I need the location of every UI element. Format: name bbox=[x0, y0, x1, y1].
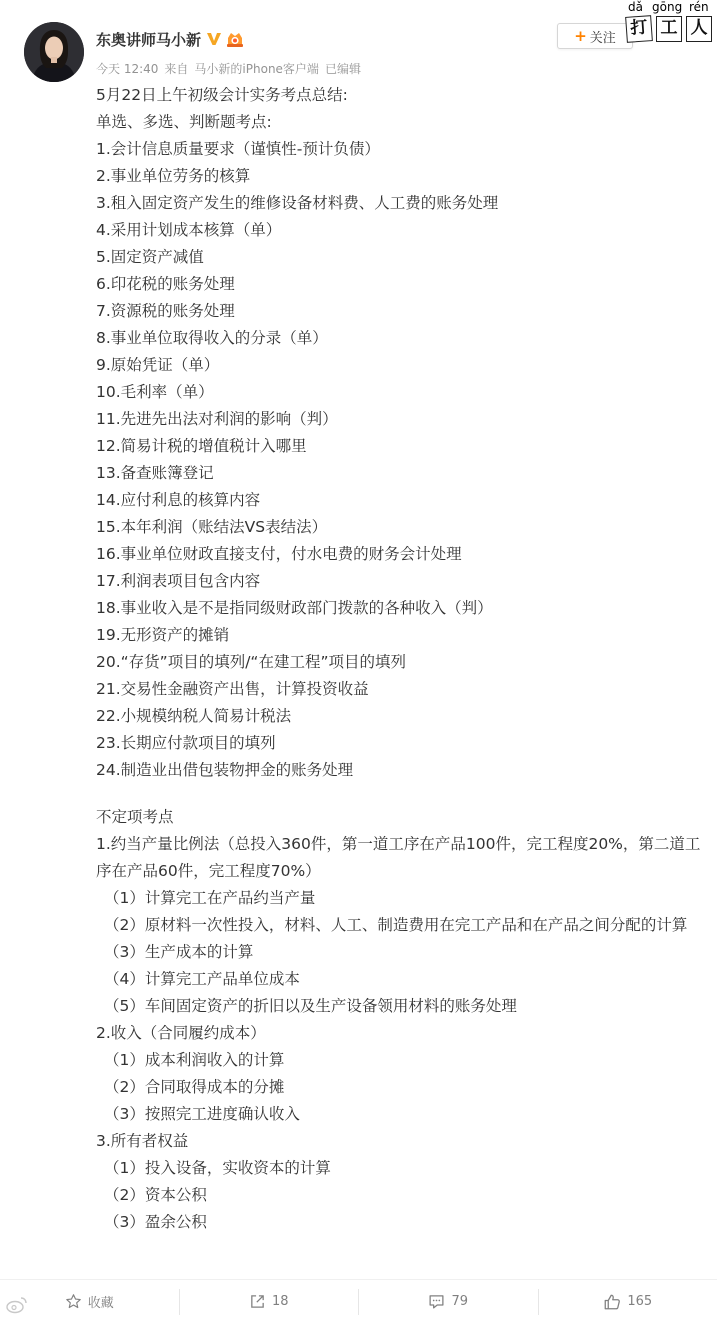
level-icon[interactable] bbox=[225, 30, 245, 48]
list-item: （2）资本公积 bbox=[104, 1186, 207, 1204]
follow-label: 关注 bbox=[589, 30, 616, 46]
verified-icon bbox=[206, 31, 222, 47]
list-item: 20.“存货”项目的填列/“在建工程”项目的填列 bbox=[96, 653, 406, 671]
comment-button[interactable] bbox=[359, 1280, 538, 1323]
list-item: 23.长期应付款项目的填列 bbox=[96, 734, 276, 752]
edited-label[interactable]: 已编辑 bbox=[324, 62, 361, 76]
list-item: （4）计算完工产品单位成本 bbox=[104, 970, 300, 988]
list-item: 16.事业单位财政直接支付，付水电费的财务会计处理 bbox=[96, 545, 462, 563]
list-item: 24.制造业出借包装物押金的账务处理 bbox=[96, 761, 354, 779]
stamp-pinyin-2: gōng bbox=[652, 0, 683, 14]
post-meta bbox=[96, 60, 367, 77]
list-item: （5）车间固定资产的折旧以及生产设备领用材料的账务处理 bbox=[104, 997, 517, 1015]
list-item: 4.采用计划成本核算（单） bbox=[96, 221, 282, 239]
share-icon bbox=[249, 1293, 266, 1310]
like-button[interactable] bbox=[539, 1280, 717, 1323]
post-intro: 5月22日上午初级会计实务考点总结: bbox=[96, 86, 348, 104]
group-title: 1.约当产量比例法（总投入360件，第一道工序在产品100件，完工程度20%，第二道工序在产品60件，完工程度70%） bbox=[96, 835, 701, 880]
repost-count: 18 bbox=[271, 1294, 289, 1309]
list-item: 15.本年利润（账结法VS表结法） bbox=[96, 518, 328, 536]
list-item: 11.先进先出法对利润的影响（判） bbox=[96, 410, 338, 428]
list-item: （1）计算完工在产品约当产量 bbox=[104, 889, 316, 907]
group-title: 3.所有者权益 bbox=[96, 1132, 189, 1150]
author-name[interactable]: 东奥讲师马小新 bbox=[96, 30, 202, 49]
list-item: 6.印花税的账务处理 bbox=[96, 275, 235, 293]
list-item: （2）原材料一次性投入，材料、人工、制造费用在完工产品和在产品之间分配的计算 bbox=[104, 916, 688, 934]
post-time[interactable]: 今天 12:40 bbox=[96, 62, 159, 76]
stamp-pinyin-3: rén bbox=[689, 0, 709, 14]
list-item: （1）成本利润收入的计算 bbox=[104, 1051, 285, 1069]
source-prefix: 来自 bbox=[164, 62, 189, 76]
comment-count: 79 bbox=[451, 1294, 469, 1309]
list-item: 5.固定资产减值 bbox=[96, 248, 204, 266]
group-title: 2.收入（合同履约成本） bbox=[96, 1024, 266, 1042]
list-item: 14.应付利息的核算内容 bbox=[96, 491, 261, 509]
post-source[interactable]: 马小新的iPhone客户端 bbox=[194, 62, 319, 76]
list-item: 22.小规模纳税人简易计税法 bbox=[96, 707, 292, 725]
name-stamp bbox=[622, 0, 717, 44]
list-item: 10.毛利率（单） bbox=[96, 383, 214, 401]
avatar[interactable] bbox=[24, 22, 84, 82]
group3-list bbox=[96, 1155, 702, 1236]
list-item: 3.租入固定资产发生的维修设备材料费、人工费的账务处理 bbox=[96, 194, 499, 212]
list-item: 19.无形资产的摊销 bbox=[96, 626, 230, 644]
list-item: 7.资源税的账务处理 bbox=[96, 302, 235, 320]
list-item: 8.事业单位取得收入的分录（单） bbox=[96, 329, 328, 347]
list-item: （1）投入设备，实收资本的计算 bbox=[104, 1159, 331, 1177]
star-icon bbox=[65, 1293, 82, 1310]
like-count: 165 bbox=[627, 1294, 653, 1309]
stamp-pinyin-1: dǎ bbox=[628, 0, 643, 14]
list-item: 17.利润表项目包含内容 bbox=[96, 572, 261, 590]
post-content bbox=[96, 82, 702, 1236]
stamp-char-2: 工 bbox=[656, 16, 682, 42]
stamp-char-3: 人 bbox=[686, 16, 712, 42]
list-item: （2）合同取得成本的分摊 bbox=[104, 1078, 285, 1096]
group2-list bbox=[96, 1047, 702, 1128]
list-item: 12.简易计税的增值税计入哪里 bbox=[96, 437, 307, 455]
list-item: （3）盈余公积 bbox=[104, 1213, 207, 1231]
thumbs-up-icon bbox=[603, 1293, 621, 1311]
section-title: 不定项考点 bbox=[96, 808, 174, 826]
stamp-char-1: 打 bbox=[625, 15, 653, 43]
list-item: 13.备查账簿登记 bbox=[96, 464, 214, 482]
plus-icon: + bbox=[574, 27, 587, 45]
action-bar bbox=[0, 1279, 717, 1323]
list-item: 2.事业单位劳务的核算 bbox=[96, 167, 251, 185]
group1-list bbox=[96, 885, 702, 1020]
comment-icon bbox=[428, 1293, 445, 1310]
list-item: 1.会计信息质量要求（谨慎性-预计负债） bbox=[96, 140, 380, 158]
list-item: （3）按照完工进度确认收入 bbox=[104, 1105, 300, 1123]
list-item: 21.交易性金融资产出售，计算投资收益 bbox=[96, 680, 369, 698]
section1-list bbox=[96, 136, 702, 784]
favorite-label: 收藏 bbox=[87, 1296, 114, 1311]
spacer bbox=[96, 784, 702, 804]
list-item: （3）生产成本的计算 bbox=[104, 943, 254, 961]
author-row bbox=[96, 28, 245, 50]
favorite-button[interactable] bbox=[0, 1280, 179, 1323]
list-item: 18.事业收入是不是指同级财政部门拨款的各种收入（判） bbox=[96, 599, 493, 617]
section-title: 单选、多选、判断题考点: bbox=[96, 113, 272, 131]
repost-button[interactable] bbox=[180, 1280, 359, 1323]
list-item: 9.原始凭证（单） bbox=[96, 356, 220, 374]
